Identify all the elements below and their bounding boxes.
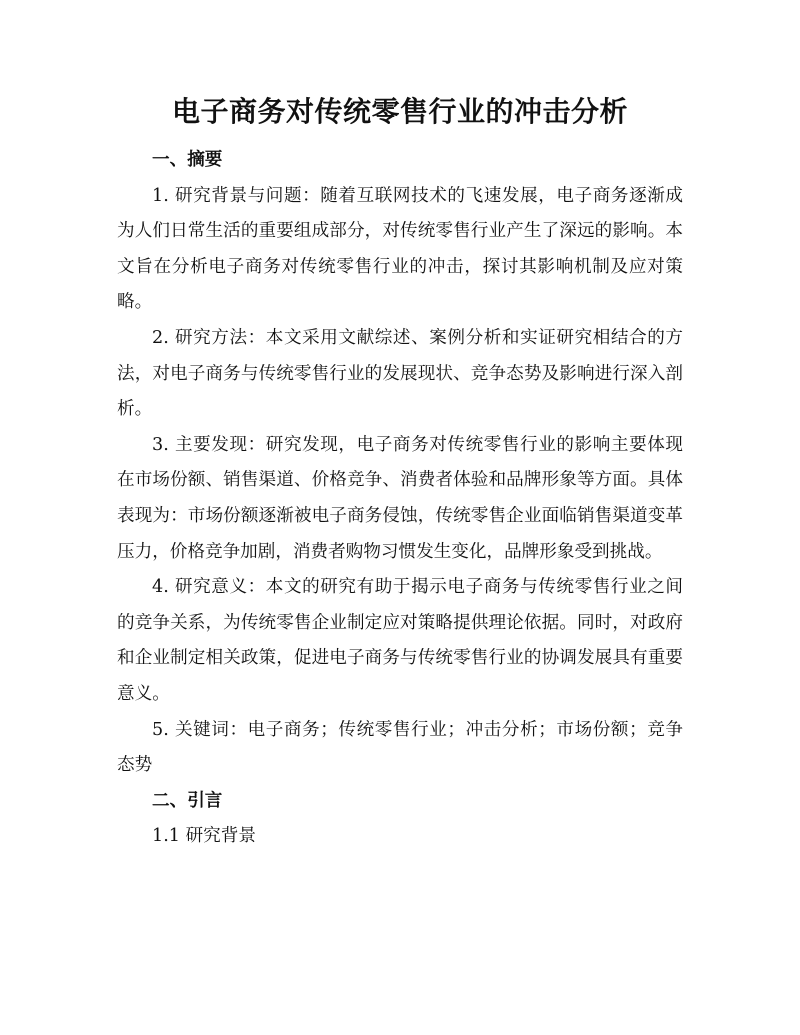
abstract-paragraph-significance: 4. 研究意义：本文的研究有助于揭示电子商务与传统零售行业之间的竞争关系，为传统零售企业制定应对策略提供理论依据。同时，对政府和企业制定相关政策，促进电子商务与传统零售行业的协调发展具有重要意义。 xyxy=(117,577,683,704)
subsection-heading-research-background: 1.1 研究背景 xyxy=(152,826,256,847)
document-body xyxy=(117,143,683,855)
abstract-paragraph-findings: 3. 主要发现：研究发现，电子商务对传统零售行业的影响主要体现在市场份额、销售渠道、价格竞争、消费者体验和品牌形象等方面。具体表现为：市场份额逐渐被电子商务侵蚀，传统零售企业面临销售渠道变革压力，价格竞争加剧，消费者购物习惯发生变化，品牌形象受到挑战。 xyxy=(117,434,683,562)
document-title: 电子商务对传统零售行业的冲击分析 xyxy=(171,95,628,128)
abstract-paragraph-methods: 2. 研究方法：本文采用文献综述、案例分析和实证研究相结合的方法，对电子商务与传统零售行业的发展现状、竞争态势及影响进行深入剖析。 xyxy=(117,327,683,420)
section-heading-introduction: 二、引言 xyxy=(152,790,223,811)
section-heading-abstract: 一、摘要 xyxy=(152,150,223,170)
abstract-paragraph-background: 1. 研究背景与问题：随着互联网技术的飞速发展，电子商务逐渐成为人们日常生活的重要组成部分，对传统零售行业产生了深远的影响。本文旨在分析电子商务对传统零售行业的冲击，探讨其影响机制及应对策略。 xyxy=(117,185,683,313)
abstract-paragraph-keywords: 5. 关键词：电子商务；传统零售行业；冲击分析；市场份额；竞争态势 xyxy=(117,719,683,776)
